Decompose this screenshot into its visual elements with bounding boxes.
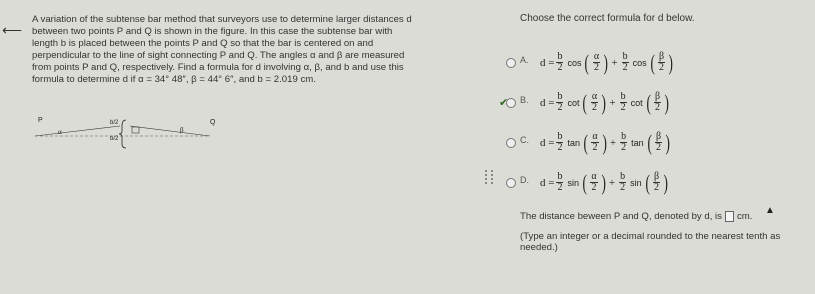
denominator: 2 (592, 142, 598, 153)
fraction (655, 132, 662, 153)
denominator: 2 (591, 182, 597, 193)
fraction (556, 172, 563, 193)
numerator: b (622, 51, 628, 62)
formula-b: d = $\frac{b}{2}$ cot ( $\frac{\alpha}{2}$ ) + $\frac{b}{2}$ cot ( $\frac{\beta}{2}$ ) (540, 89, 669, 115)
denominator: 2 (656, 142, 661, 153)
fraction (590, 172, 597, 193)
option-letter: A. (520, 54, 529, 65)
denominator: 2 (620, 182, 626, 193)
plus-sign: + (609, 96, 616, 109)
option-b[interactable] (499, 89, 670, 115)
formula-d: d = $\frac{b}{2}$ sin ( $\frac{\alpha}{2}$ ) + $\frac{b}{2}$ sin ( $\frac{\beta}{2}$ ) (540, 169, 668, 195)
numerator: b (620, 91, 626, 102)
numerator: β (655, 131, 662, 142)
numerator: b (557, 131, 563, 142)
denominator: 2 (659, 62, 664, 73)
denominator: 2 (622, 62, 628, 73)
formula-c: d = $\frac{b}{2}$ tan ( $\frac{\alpha}{2}$ ) + $\frac{b}{2}$ tan ( $\frac{\beta}{2}$ ) (540, 129, 670, 155)
question-text (32, 14, 472, 85)
question-line: from points P and Q, respectively. Find a formula for d involving α, β, and b and use this (32, 61, 404, 73)
denominator: 2 (620, 102, 626, 113)
fraction (556, 92, 563, 113)
choice-prompt: Choose the correct formula for d below. (520, 13, 695, 24)
answer-unit: cm. (736, 211, 753, 222)
fraction (653, 172, 660, 193)
denominator: 2 (557, 182, 563, 193)
fraction (654, 92, 661, 113)
answer-prefix: The distance beween P and Q, denoted by d, is (520, 211, 722, 222)
trig-function: tan (631, 137, 644, 148)
fraction (620, 92, 627, 113)
denominator: 2 (591, 102, 597, 113)
fraction (619, 172, 626, 193)
numerator: β (658, 51, 665, 62)
panel-resize-handle[interactable] (485, 170, 493, 184)
checkmark-icon: ✔ (499, 96, 509, 109)
numerator: b (620, 171, 626, 182)
right-angle-icon (132, 127, 139, 133)
fraction (593, 52, 600, 73)
answer-line (520, 211, 752, 222)
fraction (591, 92, 598, 113)
numerator: α (591, 91, 598, 102)
numerator: b (557, 91, 563, 102)
option-letter: C. (520, 134, 529, 145)
question-line: between two points P and Q is shown in the figure. In this case the subtense bar with (32, 25, 393, 37)
question-line: perpendicular to the line of sight connecting P and Q. The angles α and β are measured (32, 49, 405, 61)
question-line: formula to determine d if α = 34° 48″, β = 44° 6″, and b = 2.019 cm. (32, 73, 316, 85)
denominator: 2 (654, 182, 659, 193)
trig-function: cot (630, 97, 643, 108)
numerator: β (653, 171, 660, 182)
fraction (591, 132, 598, 153)
plus-sign: + (611, 56, 618, 69)
denominator: 2 (557, 142, 563, 153)
option-a[interactable] (506, 49, 674, 75)
option-c[interactable] (506, 129, 671, 155)
numerator: β (654, 91, 661, 102)
trig-function: sin (630, 177, 642, 188)
mouse-cursor-icon: ▲ (765, 205, 775, 216)
denominator: 2 (621, 142, 627, 153)
fraction (658, 52, 665, 73)
denominator: 2 (655, 102, 660, 113)
trig-function: tan (567, 137, 580, 148)
numerator: b (557, 171, 563, 182)
option-letter: D. (520, 174, 529, 185)
question-line: length b is placed between the points P and Q so that the bar is centered on and (32, 37, 374, 49)
numerator: b (557, 51, 563, 62)
formula-a: d = $\frac{b}{2}$ cos ( $\frac{\alpha}{2}$ ) + $\frac{b}{2}$ cos ( $\frac{\beta}{2}$ ) (540, 49, 673, 75)
denominator: 2 (593, 62, 599, 73)
option-d[interactable] (506, 169, 669, 195)
fraction (620, 132, 627, 153)
radio-a[interactable] (506, 58, 516, 68)
formula-lhs: d = (540, 56, 555, 69)
alpha-label: α (58, 128, 62, 136)
radio-b[interactable] (499, 96, 516, 109)
denominator: 2 (557, 62, 563, 73)
answer-hint: (Type an integer or a decimal rounded to the nearest tenth as needed.) (520, 231, 781, 253)
fraction (556, 132, 563, 153)
beta-label: β (180, 126, 184, 134)
sight-line-p (35, 126, 120, 136)
half-b-label-top: b/2 (110, 120, 119, 126)
trig-function: cos (567, 57, 582, 68)
brace-icon (119, 120, 126, 148)
formula-lhs: d = (540, 136, 555, 149)
trig-function: cos (632, 57, 647, 68)
sight-line-q (130, 126, 210, 136)
plus-sign: + (608, 176, 616, 189)
trig-function: sin (567, 177, 579, 188)
radio-d[interactable] (506, 178, 516, 188)
numerator: α (593, 51, 600, 62)
fraction (622, 52, 629, 73)
formula-lhs: d = (540, 176, 555, 189)
fraction (556, 52, 563, 73)
formula-lhs: d = (540, 96, 555, 109)
question-line: A variation of the subtense bar method that surveyors use to determine larger distances d (32, 14, 412, 25)
numerator: α (591, 171, 597, 182)
numerator: b (621, 131, 627, 142)
plus-sign: + (609, 136, 617, 149)
half-b-label-bottom: b/2 (110, 136, 119, 142)
option-letter: B. (520, 94, 529, 105)
denominator: 2 (557, 102, 563, 113)
numerator: α (592, 131, 598, 142)
point-p-label: P (38, 117, 43, 124)
subtense-bar-figure (30, 114, 230, 154)
answer-input[interactable] (725, 211, 734, 222)
point-q-label: Q (210, 119, 216, 126)
back-arrow-icon[interactable]: ⟵ (2, 22, 23, 38)
radio-c[interactable] (506, 138, 516, 148)
trig-function: cot (567, 97, 580, 108)
